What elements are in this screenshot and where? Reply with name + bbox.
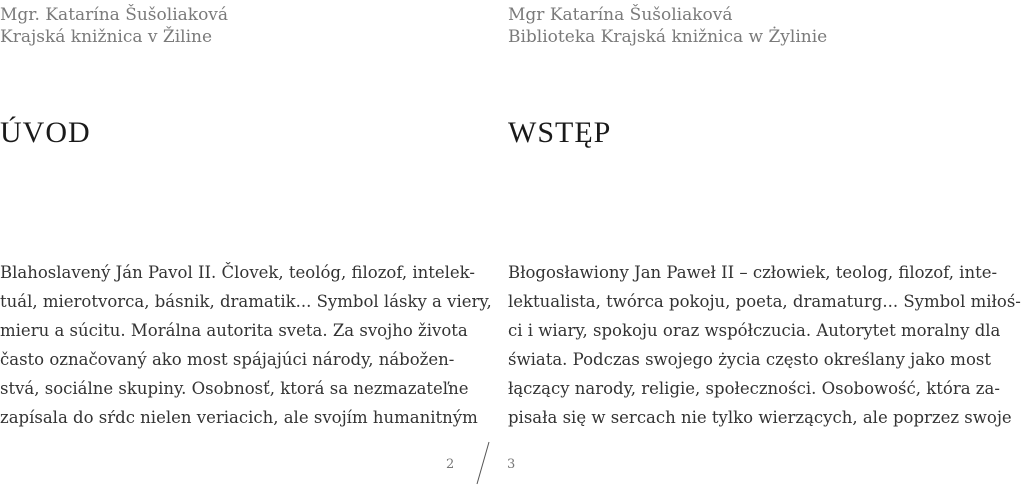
text-line: často označovaný ako most spájajúci národy, nábožen- bbox=[0, 350, 455, 369]
page-footer bbox=[0, 440, 960, 485]
text-line: lektualista, twórca pokoju, poeta, dramaturg... Symbol miłoś- bbox=[508, 292, 1021, 311]
body-paragraph bbox=[0, 258, 492, 432]
text-line: ci i wiary, spokoju oraz współczucia. Autorytet moralny dla bbox=[508, 321, 1001, 340]
text-line: łączący narody, religie, społeczności. Osobowość, która za- bbox=[508, 379, 1000, 398]
author-block bbox=[0, 4, 228, 48]
body-paragraph bbox=[508, 258, 1021, 432]
text-line: świata. Podczas swojego życia często określany jako most bbox=[508, 350, 991, 369]
section-heading: ÚVOD bbox=[0, 116, 91, 149]
author-affiliation: Biblioteka Krajská knižnica w Żylinie bbox=[508, 27, 828, 47]
text-line: tuál, mierotvorca, básnik, dramatik... Symbol lásky a viery, bbox=[0, 292, 492, 311]
text-line: Blahoslavený Ján Pavol II. Človek, teológ, filozof, intelek- bbox=[0, 263, 475, 282]
text-line: Błogosławiony Jan Paweł II – człowiek, teolog, filozof, inte- bbox=[508, 263, 998, 282]
author-name: Mgr. Katarína Šušoliaková bbox=[0, 5, 229, 25]
page-number-left: 2 bbox=[446, 457, 455, 472]
slash-divider bbox=[463, 440, 503, 485]
text-line: pisała się w sercach nie tylko wierzących, ale poprzez swoje bbox=[508, 408, 1012, 427]
text-line: zapísala do sŕdc nielen veriacich, ale svojím humanitným bbox=[0, 408, 478, 427]
author-block bbox=[508, 4, 827, 48]
page-number-right: 3 bbox=[507, 457, 516, 472]
section-heading: WSTĘP bbox=[508, 116, 612, 149]
text-line: mieru a súcitu. Morálna autorita sveta. Za svojho života bbox=[0, 321, 468, 340]
author-affiliation: Krajská knižnica v Žiline bbox=[0, 27, 213, 47]
author-name: Mgr Katarína Šušoliaková bbox=[508, 5, 733, 25]
text-line: stvá, sociálne skupiny. Osobnosť, ktorá sa nezmazateľne bbox=[0, 379, 469, 398]
